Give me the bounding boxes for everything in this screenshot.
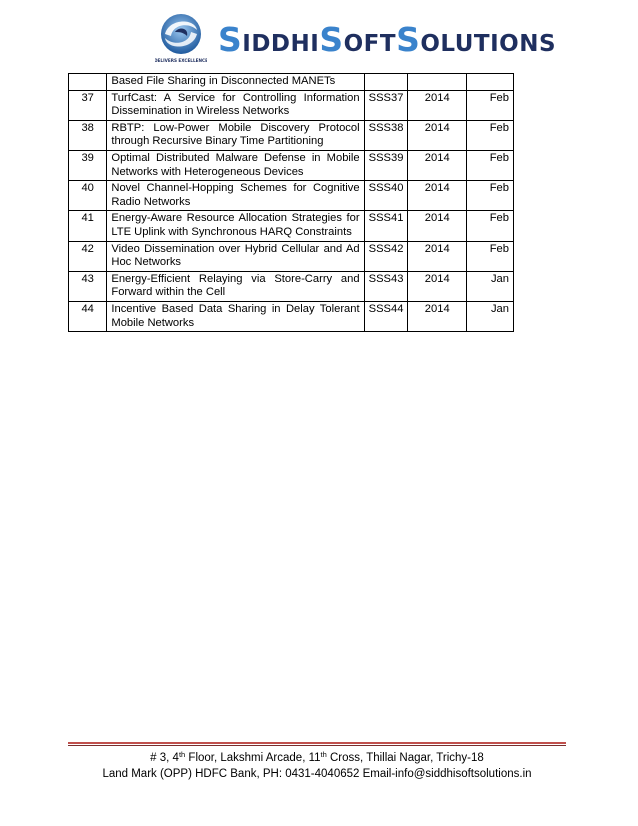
project-title-cell: Incentive Based Data Sharing in Delay Tolerant Mobile Networks bbox=[107, 301, 364, 331]
project-code-cell: SSS44 bbox=[364, 301, 408, 331]
page-footer bbox=[68, 747, 566, 782]
project-code-cell: SSS40 bbox=[364, 181, 408, 211]
project-code-cell: SSS38 bbox=[364, 120, 408, 150]
year-cell bbox=[408, 74, 467, 91]
company-name bbox=[218, 20, 556, 60]
company-logo bbox=[155, 12, 207, 66]
swirl-logo-icon bbox=[155, 12, 207, 66]
serial-number-cell: 37 bbox=[69, 90, 107, 120]
footer-address-superscript: th bbox=[178, 750, 186, 759]
company-part: S bbox=[319, 20, 344, 59]
table-row bbox=[69, 301, 514, 331]
year-cell: 2014 bbox=[408, 301, 467, 331]
serial-number-cell: 41 bbox=[69, 211, 107, 241]
year-cell: 2014 bbox=[408, 181, 467, 211]
serial-number-cell: 40 bbox=[69, 181, 107, 211]
project-code-cell bbox=[364, 74, 408, 91]
month-cell: Feb bbox=[467, 241, 514, 271]
project-table-container bbox=[68, 73, 514, 332]
footer-address-part: # 3, 4 bbox=[150, 752, 179, 764]
project-code-cell: SSS39 bbox=[364, 150, 408, 180]
company-part: S bbox=[396, 20, 421, 59]
footer-contact: Land Mark (OPP) HDFC Bank, PH: 0431-4040652 Email-info@siddhisoftsolutions.in bbox=[102, 768, 532, 780]
footer-rule-shadow bbox=[68, 745, 566, 746]
month-cell: Feb bbox=[467, 90, 514, 120]
year-cell: 2014 bbox=[408, 90, 467, 120]
serial-number-cell: 38 bbox=[69, 120, 107, 150]
footer-address bbox=[68, 747, 566, 766]
table-row bbox=[69, 241, 514, 271]
company-part: IDDHI bbox=[242, 31, 320, 57]
year-cell: 2014 bbox=[408, 120, 467, 150]
year-cell: 2014 bbox=[408, 211, 467, 241]
project-code-cell: SSS41 bbox=[364, 211, 408, 241]
serial-number-cell bbox=[69, 74, 107, 91]
company-part: OFT bbox=[343, 31, 397, 57]
year-cell: 2014 bbox=[408, 241, 467, 271]
month-cell: Jan bbox=[467, 271, 514, 301]
month-cell: Feb bbox=[467, 211, 514, 241]
project-code-cell: SSS43 bbox=[364, 271, 408, 301]
serial-number-cell: 43 bbox=[69, 271, 107, 301]
serial-number-cell: 39 bbox=[69, 150, 107, 180]
project-code-cell: SSS37 bbox=[364, 90, 408, 120]
project-title-cell: Energy-Aware Resource Allocation Strategies for LTE Uplink with Synchronous HARQ Constraints bbox=[107, 211, 364, 241]
month-cell: Feb bbox=[467, 150, 514, 180]
month-cell: Feb bbox=[467, 181, 514, 211]
month-cell: Jan bbox=[467, 301, 514, 331]
footer-address-part: Cross, Thillai Nagar, Trichy-18 bbox=[326, 752, 484, 764]
project-title-cell: RBTP: Low-Power Mobile Discovery Protocol through Recursive Binary Time Partitioning bbox=[107, 120, 364, 150]
footer-address-part: Floor, Lakshmi Arcade, 11 bbox=[185, 752, 321, 764]
project-title-cell: Optimal Distributed Malware Defense in Mobile Networks with Heterogeneous Devices bbox=[107, 150, 364, 180]
table-row bbox=[69, 211, 514, 241]
project-title-cell: Energy-Efficient Relaying via Store-Carry and Forward within the Cell bbox=[107, 271, 364, 301]
footer-rule bbox=[68, 742, 566, 744]
company-part: OLUTIONS bbox=[420, 31, 557, 57]
project-title-cell: Video Dissemination over Hybrid Cellular and Ad Hoc Networks bbox=[107, 241, 364, 271]
table-row bbox=[69, 120, 514, 150]
month-cell: Feb bbox=[467, 120, 514, 150]
company-part: S bbox=[218, 20, 243, 59]
table-row bbox=[69, 271, 514, 301]
project-title-cell: Novel Channel-Hopping Schemes for Cognitive Radio Networks bbox=[107, 181, 364, 211]
serial-number-cell: 42 bbox=[69, 241, 107, 271]
page-header bbox=[0, 0, 638, 75]
table-row bbox=[69, 150, 514, 180]
year-cell: 2014 bbox=[408, 271, 467, 301]
serial-number-cell: 44 bbox=[69, 301, 107, 331]
table-row bbox=[69, 181, 514, 211]
year-cell: 2014 bbox=[408, 150, 467, 180]
table-row bbox=[69, 74, 514, 91]
project-title-cell: Based File Sharing in Disconnected MANETs bbox=[107, 74, 364, 91]
footer-address-superscript: th bbox=[320, 750, 327, 759]
project-table bbox=[68, 73, 514, 332]
month-cell bbox=[467, 74, 514, 91]
table-row bbox=[69, 90, 514, 120]
project-code-cell: SSS42 bbox=[364, 241, 408, 271]
logo-tagline: DELIVERS EXCELLENCE bbox=[155, 58, 207, 63]
project-title-cell: TurfCast: A Service for Controlling Information Dissemination in Wireless Networks bbox=[107, 90, 364, 120]
